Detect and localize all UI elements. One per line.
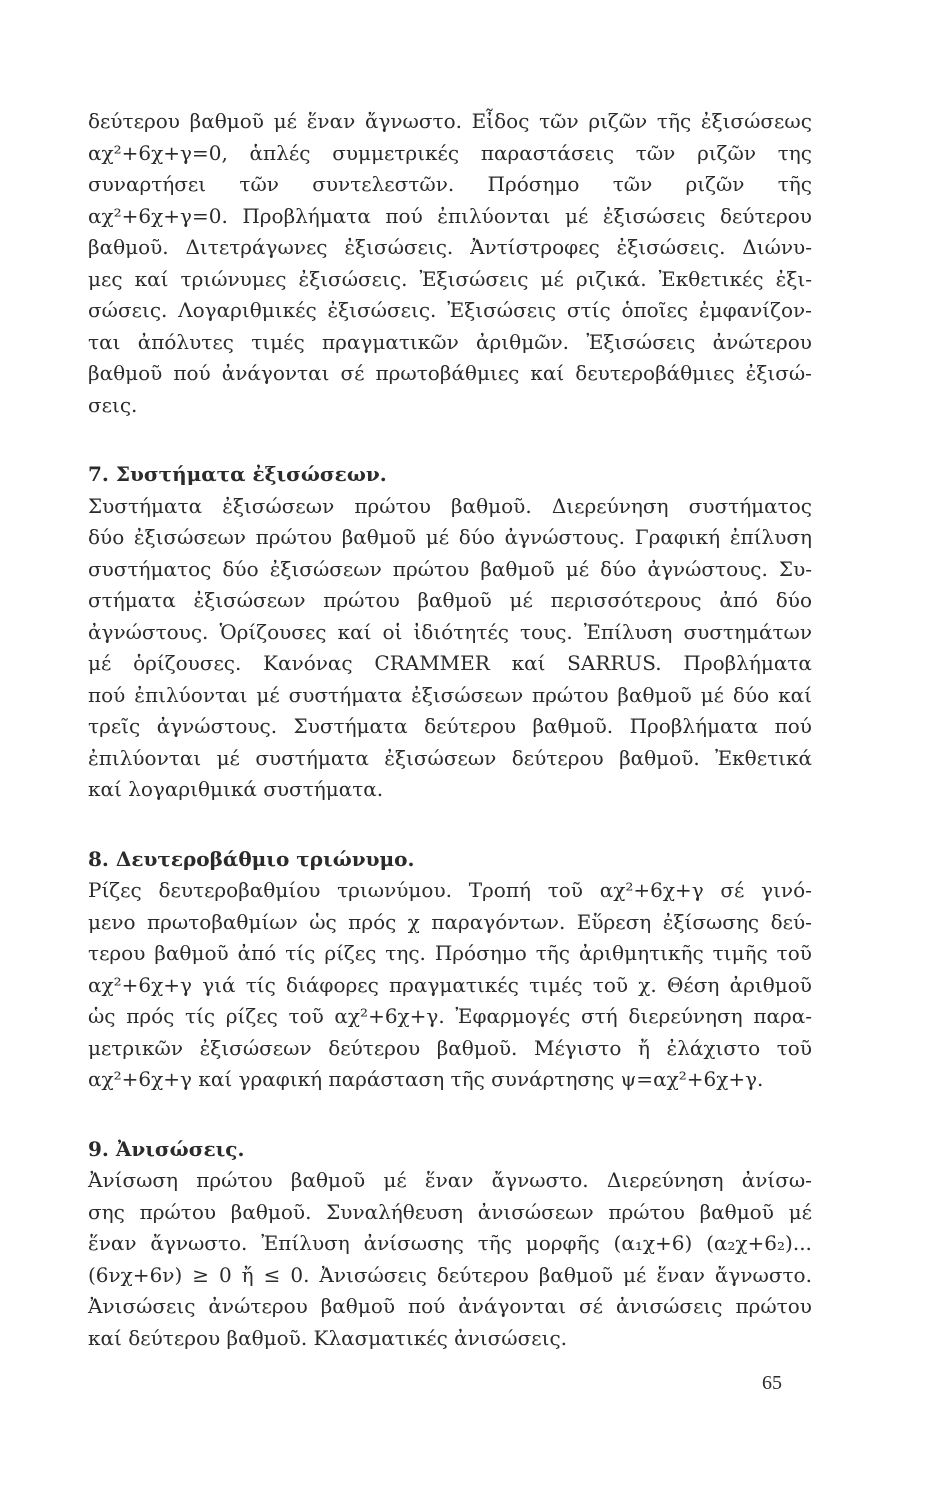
word: πού <box>88 682 126 707</box>
word: δύο <box>732 682 770 707</box>
word: Ἐκθετικά <box>715 745 812 770</box>
word: βαθμοῦ. <box>230 1199 312 1224</box>
word: Συστήματα <box>88 493 203 518</box>
word: πρωτοβάθμιες <box>375 361 520 385</box>
word: τοῦ <box>776 1035 812 1060</box>
word: βαθμοῦ <box>417 588 492 612</box>
section-heading: 8. Δευτεροβάθμιο τριώνυμο. <box>88 846 415 871</box>
word: τῆς <box>656 109 692 133</box>
word: ≤ <box>263 1262 281 1287</box>
word: τριώνυμες <box>180 266 287 291</box>
text-line <box>88 648 812 680</box>
text-line <box>88 232 812 264</box>
word: ἰδιότητές <box>413 619 509 644</box>
word: Ἐπίλυση <box>261 1231 350 1255</box>
word: μέ <box>216 745 240 770</box>
word: τῆς <box>777 172 812 196</box>
word: πρώτου <box>196 1168 273 1192</box>
word: βαθμοῦ. <box>532 714 614 738</box>
word: μέ <box>540 266 564 291</box>
word: Ἐξισώσεις <box>419 266 529 291</box>
word: τῆς <box>477 1231 512 1255</box>
text-line <box>88 201 812 233</box>
word: δεύτερου <box>720 203 812 228</box>
section-gap <box>88 1096 812 1134</box>
word: τίς <box>245 972 276 997</box>
text-line <box>88 264 812 296</box>
word: βαθμοῦ <box>699 1199 774 1224</box>
word: διάφορες <box>286 972 379 997</box>
word: βαθμοῦ <box>154 941 229 965</box>
word: πού <box>173 361 211 385</box>
word: βαθμοῦ. <box>88 235 169 259</box>
word: βαθμοῦ <box>320 1294 396 1318</box>
text-line <box>88 680 812 712</box>
word: ἐξισώσεις. <box>298 266 408 291</box>
word: Εἶδος <box>471 109 530 133</box>
word: 0. <box>290 1262 310 1287</box>
word: διερεύνηση <box>628 1004 743 1028</box>
word: ἀγνώστους. <box>156 714 278 738</box>
word: Ἐκθετικές <box>658 266 764 291</box>
word: δεύ- <box>770 909 812 934</box>
word: δύο <box>88 525 125 549</box>
word: ἀριθμῶν. <box>476 329 570 354</box>
word: ἐξισώσεις. <box>616 235 726 259</box>
word: παρα- <box>753 1004 812 1028</box>
word: βαθμοῦ <box>341 525 417 549</box>
word: αχ²+6χ+γ=0, <box>88 140 228 165</box>
word: ἐξίσωσης <box>662 909 760 934</box>
text-line <box>88 1033 812 1065</box>
word: Ἀνισώσεις <box>319 1262 427 1287</box>
word: βαθμοῦ. <box>436 1035 518 1060</box>
word: Συναλήθευση <box>326 1199 463 1224</box>
word: ἄγνωστο. <box>150 1231 248 1255</box>
word: ἐμφανίζον- <box>698 298 812 322</box>
word: ἐξισώσεις <box>602 203 706 228</box>
word: στή <box>580 1004 618 1028</box>
text-line <box>88 169 812 201</box>
word: Τροπή <box>468 878 531 902</box>
word: ἄγνωστο. <box>364 109 462 133</box>
word: βαθμοῦ. <box>451 493 532 518</box>
word: μέ <box>565 556 590 581</box>
word: Συστήματα <box>293 714 408 738</box>
word: συστήματα <box>288 682 403 707</box>
word: ἀνίσω- <box>741 1168 812 1192</box>
word: συμμετρικές <box>332 140 460 165</box>
word: ἀγνώστους. <box>88 619 209 644</box>
text-line <box>88 1228 812 1260</box>
word: καί <box>134 266 169 291</box>
word: ἐπιλύονται <box>437 203 551 228</box>
word: Μέγιστο <box>533 1035 622 1060</box>
word: ται <box>88 329 121 354</box>
word: τοῦ <box>592 972 629 997</box>
section <box>88 459 812 806</box>
word: σης <box>88 1199 125 1224</box>
text-line <box>88 970 812 1002</box>
word: ἀνάγονται <box>221 361 330 385</box>
word: τριωνύμου. <box>337 878 452 902</box>
word: μέ <box>623 1262 647 1287</box>
text-line: καί λογαριθμικά συστήματα. <box>88 777 384 801</box>
word: Ἀντίστροφες <box>470 235 600 259</box>
section-gap <box>88 421 812 459</box>
word: Θέση <box>666 972 720 997</box>
word: δεύτερου <box>436 1262 529 1287</box>
word: ἕναν <box>656 1262 705 1287</box>
section <box>88 106 812 421</box>
word: σέ <box>340 361 365 385</box>
word: Ἐφαρμογές <box>455 1004 571 1028</box>
word: πού <box>408 1294 446 1318</box>
word: ἀνίσωσης <box>363 1231 464 1255</box>
text-line <box>88 585 812 617</box>
word: πραγματικές <box>389 972 519 997</box>
word: ἐπιλύονται <box>134 682 248 707</box>
word: μέ <box>256 682 280 707</box>
text-line <box>88 1001 812 1033</box>
text-line <box>88 907 812 939</box>
word: περισσότερους <box>550 588 702 612</box>
text-line <box>88 875 812 907</box>
word: μέ <box>425 525 450 549</box>
word: μέ <box>383 1168 407 1192</box>
word: γινό- <box>761 878 812 902</box>
word: ρίζες <box>324 941 377 965</box>
section <box>88 844 812 1096</box>
text-line <box>88 491 812 523</box>
word: Διώνυ- <box>742 235 812 259</box>
word: γιά <box>202 972 236 997</box>
word: τους. <box>519 619 573 644</box>
word: δύο <box>600 556 637 581</box>
word: Ρίζες <box>88 878 142 902</box>
word: πού <box>385 203 423 228</box>
word: ἕναν <box>424 1168 474 1192</box>
word: CRAMMER <box>374 651 490 675</box>
word: αχ²+6χ+γ=0. <box>88 203 228 228</box>
word: ἀνώτερου <box>208 1294 308 1318</box>
word: τοῦ <box>776 941 812 965</box>
word: ἐξισώσεων <box>384 745 497 770</box>
word: ἐπίλυση <box>729 525 812 549</box>
word: δευτεροβαθμίου <box>158 878 321 902</box>
word: ἐξι- <box>775 266 812 291</box>
word: ριζῶν <box>685 172 745 196</box>
word: Διτετράγωνες <box>185 235 328 259</box>
word: ριζικά. <box>575 266 647 291</box>
word: Εὕρεση <box>576 909 652 934</box>
word: βαθμοῦ <box>538 1262 614 1287</box>
text-line <box>88 1197 812 1229</box>
text-line <box>88 1291 812 1323</box>
word: καί <box>337 619 372 644</box>
word: πρώτου <box>735 1294 812 1318</box>
word: συναρτήσει <box>88 172 207 196</box>
word: τοῦ <box>547 878 583 902</box>
word: τίς <box>185 1004 216 1028</box>
word: παραστάσεις <box>480 140 615 165</box>
word: πρός <box>126 1004 175 1028</box>
word: ἐξισώ- <box>745 361 812 385</box>
word: μέ <box>273 109 297 133</box>
word: ἄγνωστο. <box>491 1168 589 1192</box>
word: (α₁χ+6) <box>613 1231 693 1255</box>
word: βαθμοῦ <box>290 1168 366 1192</box>
text-line <box>88 522 812 554</box>
word: δεύτερου <box>511 745 604 770</box>
word: δεύτερου <box>424 714 517 738</box>
word: πρώτου <box>255 525 333 549</box>
word: μέ <box>88 651 112 675</box>
word: δεύτερου <box>88 109 180 133</box>
word: ἀνώτερου <box>712 329 812 354</box>
word: ριζῶν <box>588 109 648 133</box>
word: ὡς <box>88 1004 116 1028</box>
word: καί <box>530 361 565 385</box>
word: ἀγνώστους. <box>647 556 768 581</box>
word: 0 <box>218 1262 232 1287</box>
word: Ἐξισώσεις <box>586 329 696 354</box>
word: τιμές <box>251 329 305 354</box>
word: αχ²+6χ+γ <box>599 878 704 902</box>
word: ἀγνώστους. <box>504 525 626 549</box>
word: τιμές <box>529 972 583 997</box>
word: οἱ <box>382 619 403 644</box>
word: μορφῆς <box>525 1231 600 1255</box>
text-line <box>88 295 812 327</box>
word: συντελεστῶν. <box>312 172 455 196</box>
word: ριζῶν <box>697 140 756 165</box>
word: πρώτου <box>392 556 470 581</box>
word: Πρόσημο <box>434 941 527 965</box>
word: τῶν <box>239 172 279 196</box>
word: βαθμοῦ <box>480 556 555 581</box>
word: βαθμοῦ. <box>619 745 700 770</box>
text-line: καί δεύτερου βαθμοῦ. Κλασματικές ἀνισώσεις. <box>88 1325 568 1350</box>
word: μέ <box>700 682 724 707</box>
word: αχ²+6χ+γ. <box>334 1004 445 1028</box>
word: βαθμοῦ <box>189 109 264 133</box>
word: ἀπό <box>237 941 277 965</box>
word: ἄγνωστο. <box>714 1262 812 1287</box>
word: τῆς <box>535 941 570 965</box>
word: πρώτου <box>354 493 431 518</box>
word: ὁποῖες <box>621 298 689 322</box>
text-line: σεις. <box>88 392 138 417</box>
word: μετρικῶν <box>88 1035 183 1060</box>
word: αχ²+6χ+γ <box>88 972 192 997</box>
word: ἐξισώσεις. <box>327 298 437 322</box>
word: ἀριθμοῦ <box>729 972 812 997</box>
word: δύο <box>458 525 495 549</box>
word: δεύτερου <box>328 1035 421 1060</box>
word: μες <box>88 266 123 291</box>
word: Λογαριθμικές <box>178 298 317 322</box>
word: σώσεις. <box>88 298 168 322</box>
word: παραγόντων. <box>431 909 566 934</box>
word: συστήματος <box>88 556 212 581</box>
word: ἐλάχιστο <box>666 1035 761 1060</box>
word: ἀνισώσεις <box>615 1294 723 1318</box>
text-line <box>88 1260 812 1292</box>
word: στίς <box>566 298 611 322</box>
text-line <box>88 743 812 775</box>
text-line <box>88 617 812 649</box>
word: μέ <box>509 588 533 612</box>
word: πρώτου <box>608 1199 685 1224</box>
word: Προβλήματα <box>683 651 812 675</box>
word: ἀπό <box>719 588 759 612</box>
section <box>88 1134 812 1355</box>
word: ὁρίζουσες. <box>133 651 242 675</box>
word: πρωτοβαθμίων <box>147 909 298 934</box>
word: Συ- <box>778 556 812 581</box>
word: της <box>777 140 812 165</box>
word: της. <box>385 941 426 965</box>
word: σέ <box>578 1294 603 1318</box>
word: πρώτου <box>323 588 400 612</box>
word: πρώτου <box>139 1199 217 1224</box>
text-line <box>88 938 812 970</box>
word: τίς <box>285 941 316 965</box>
word: μέ <box>788 1199 812 1224</box>
word: τῶν <box>612 172 653 196</box>
word: πρός <box>348 909 397 934</box>
word: ρίζες <box>225 1004 278 1028</box>
word: μέ <box>564 203 589 228</box>
word: ἀριθμητικῆς <box>578 941 704 965</box>
word: ἤ <box>241 1262 254 1287</box>
word: Πρόσημο <box>487 172 580 196</box>
text-line <box>88 554 812 586</box>
text-line <box>88 358 812 390</box>
word: χ. <box>638 972 657 997</box>
word: ἐξισώσεων <box>222 493 335 518</box>
word: ἁπλές <box>249 140 311 165</box>
word: τερου <box>88 941 146 965</box>
word: ἐξισώσεων <box>411 682 524 707</box>
word: πρώτου <box>532 682 609 707</box>
word: ἐξισώσεων <box>269 556 382 581</box>
page-body <box>88 106 812 1354</box>
word: Ἐξισώσεις <box>447 298 557 322</box>
text-line <box>88 327 812 359</box>
word: συστήματος <box>688 493 812 518</box>
text-line <box>88 106 812 138</box>
word: βαθμοῦ <box>88 361 163 385</box>
word: ἀνισώσεων <box>477 1199 594 1224</box>
word: ἀνάγονται <box>458 1294 567 1318</box>
word: ἐξισώσεων <box>199 1035 312 1060</box>
word: (α₂χ+6₂)... <box>706 1231 812 1255</box>
word: καί <box>778 682 812 707</box>
text-line <box>88 1165 812 1197</box>
word: τῶν <box>539 109 579 133</box>
word: καί <box>511 651 546 675</box>
word: Ἀνισώσεις <box>88 1294 196 1318</box>
word: Προβλήματα <box>629 714 759 738</box>
word: ἐξισώσεων <box>133 525 246 549</box>
section-heading: 7. Συστήματα ἐξισώσεων. <box>88 462 387 486</box>
word: (6νχ+6ν) <box>88 1262 183 1287</box>
word: βαθμοῦ <box>617 682 692 707</box>
word: πού <box>774 714 812 738</box>
text-line <box>88 138 812 170</box>
text-line: αχ²+6χ+γ καί γραφική παράσταση τῆς συνάρτησης ψ=αχ²+6χ+γ. <box>88 1067 764 1091</box>
word: Κανόνας <box>263 651 353 675</box>
word: μενο <box>88 909 136 934</box>
word: Προβλήματα <box>242 203 371 228</box>
word: ἕναν <box>306 109 356 133</box>
word: ἐξισώσεως <box>700 109 812 133</box>
word: δύο <box>775 588 812 612</box>
word: τιμῆς <box>712 941 768 965</box>
word: τῶν <box>635 140 676 165</box>
word: ἐξισώσεις. <box>344 235 454 259</box>
word: Γραφική <box>634 525 721 549</box>
section-gap <box>88 806 812 844</box>
word: Ἐπίλυση <box>583 619 673 644</box>
word: Διερεύνηση <box>551 493 669 518</box>
word: ≥ <box>192 1262 209 1287</box>
word: τρεῖς <box>88 714 141 738</box>
word: SARRUS. <box>567 651 662 675</box>
word: ἐπιλύονται <box>88 745 202 770</box>
word: πραγματικῶν <box>321 329 459 354</box>
word: δευτεροβάθμιες <box>575 361 735 385</box>
word: συστημάτων <box>683 619 812 644</box>
section-heading: 9. Ἀνισώσεις. <box>88 1136 245 1161</box>
word: χ <box>407 909 420 934</box>
word: ἤ <box>637 1035 650 1060</box>
word: σέ <box>720 878 745 902</box>
word: ὡς <box>309 909 337 934</box>
word: στήματα <box>88 588 176 612</box>
word: ἕναν <box>88 1231 137 1255</box>
word: Διερεύνηση <box>606 1168 724 1192</box>
word: Ὁρίζουσες <box>219 619 327 644</box>
word: ἀπόλυτες <box>137 329 234 354</box>
word: τοῦ <box>288 1004 324 1028</box>
word: ἐξισώσεων <box>193 588 306 612</box>
page-number: 65 <box>762 1372 782 1394</box>
word: δύο <box>222 556 259 581</box>
word: Ἀνίσωση <box>88 1168 179 1192</box>
word: συστήματα <box>255 745 369 770</box>
text-line <box>88 711 812 743</box>
